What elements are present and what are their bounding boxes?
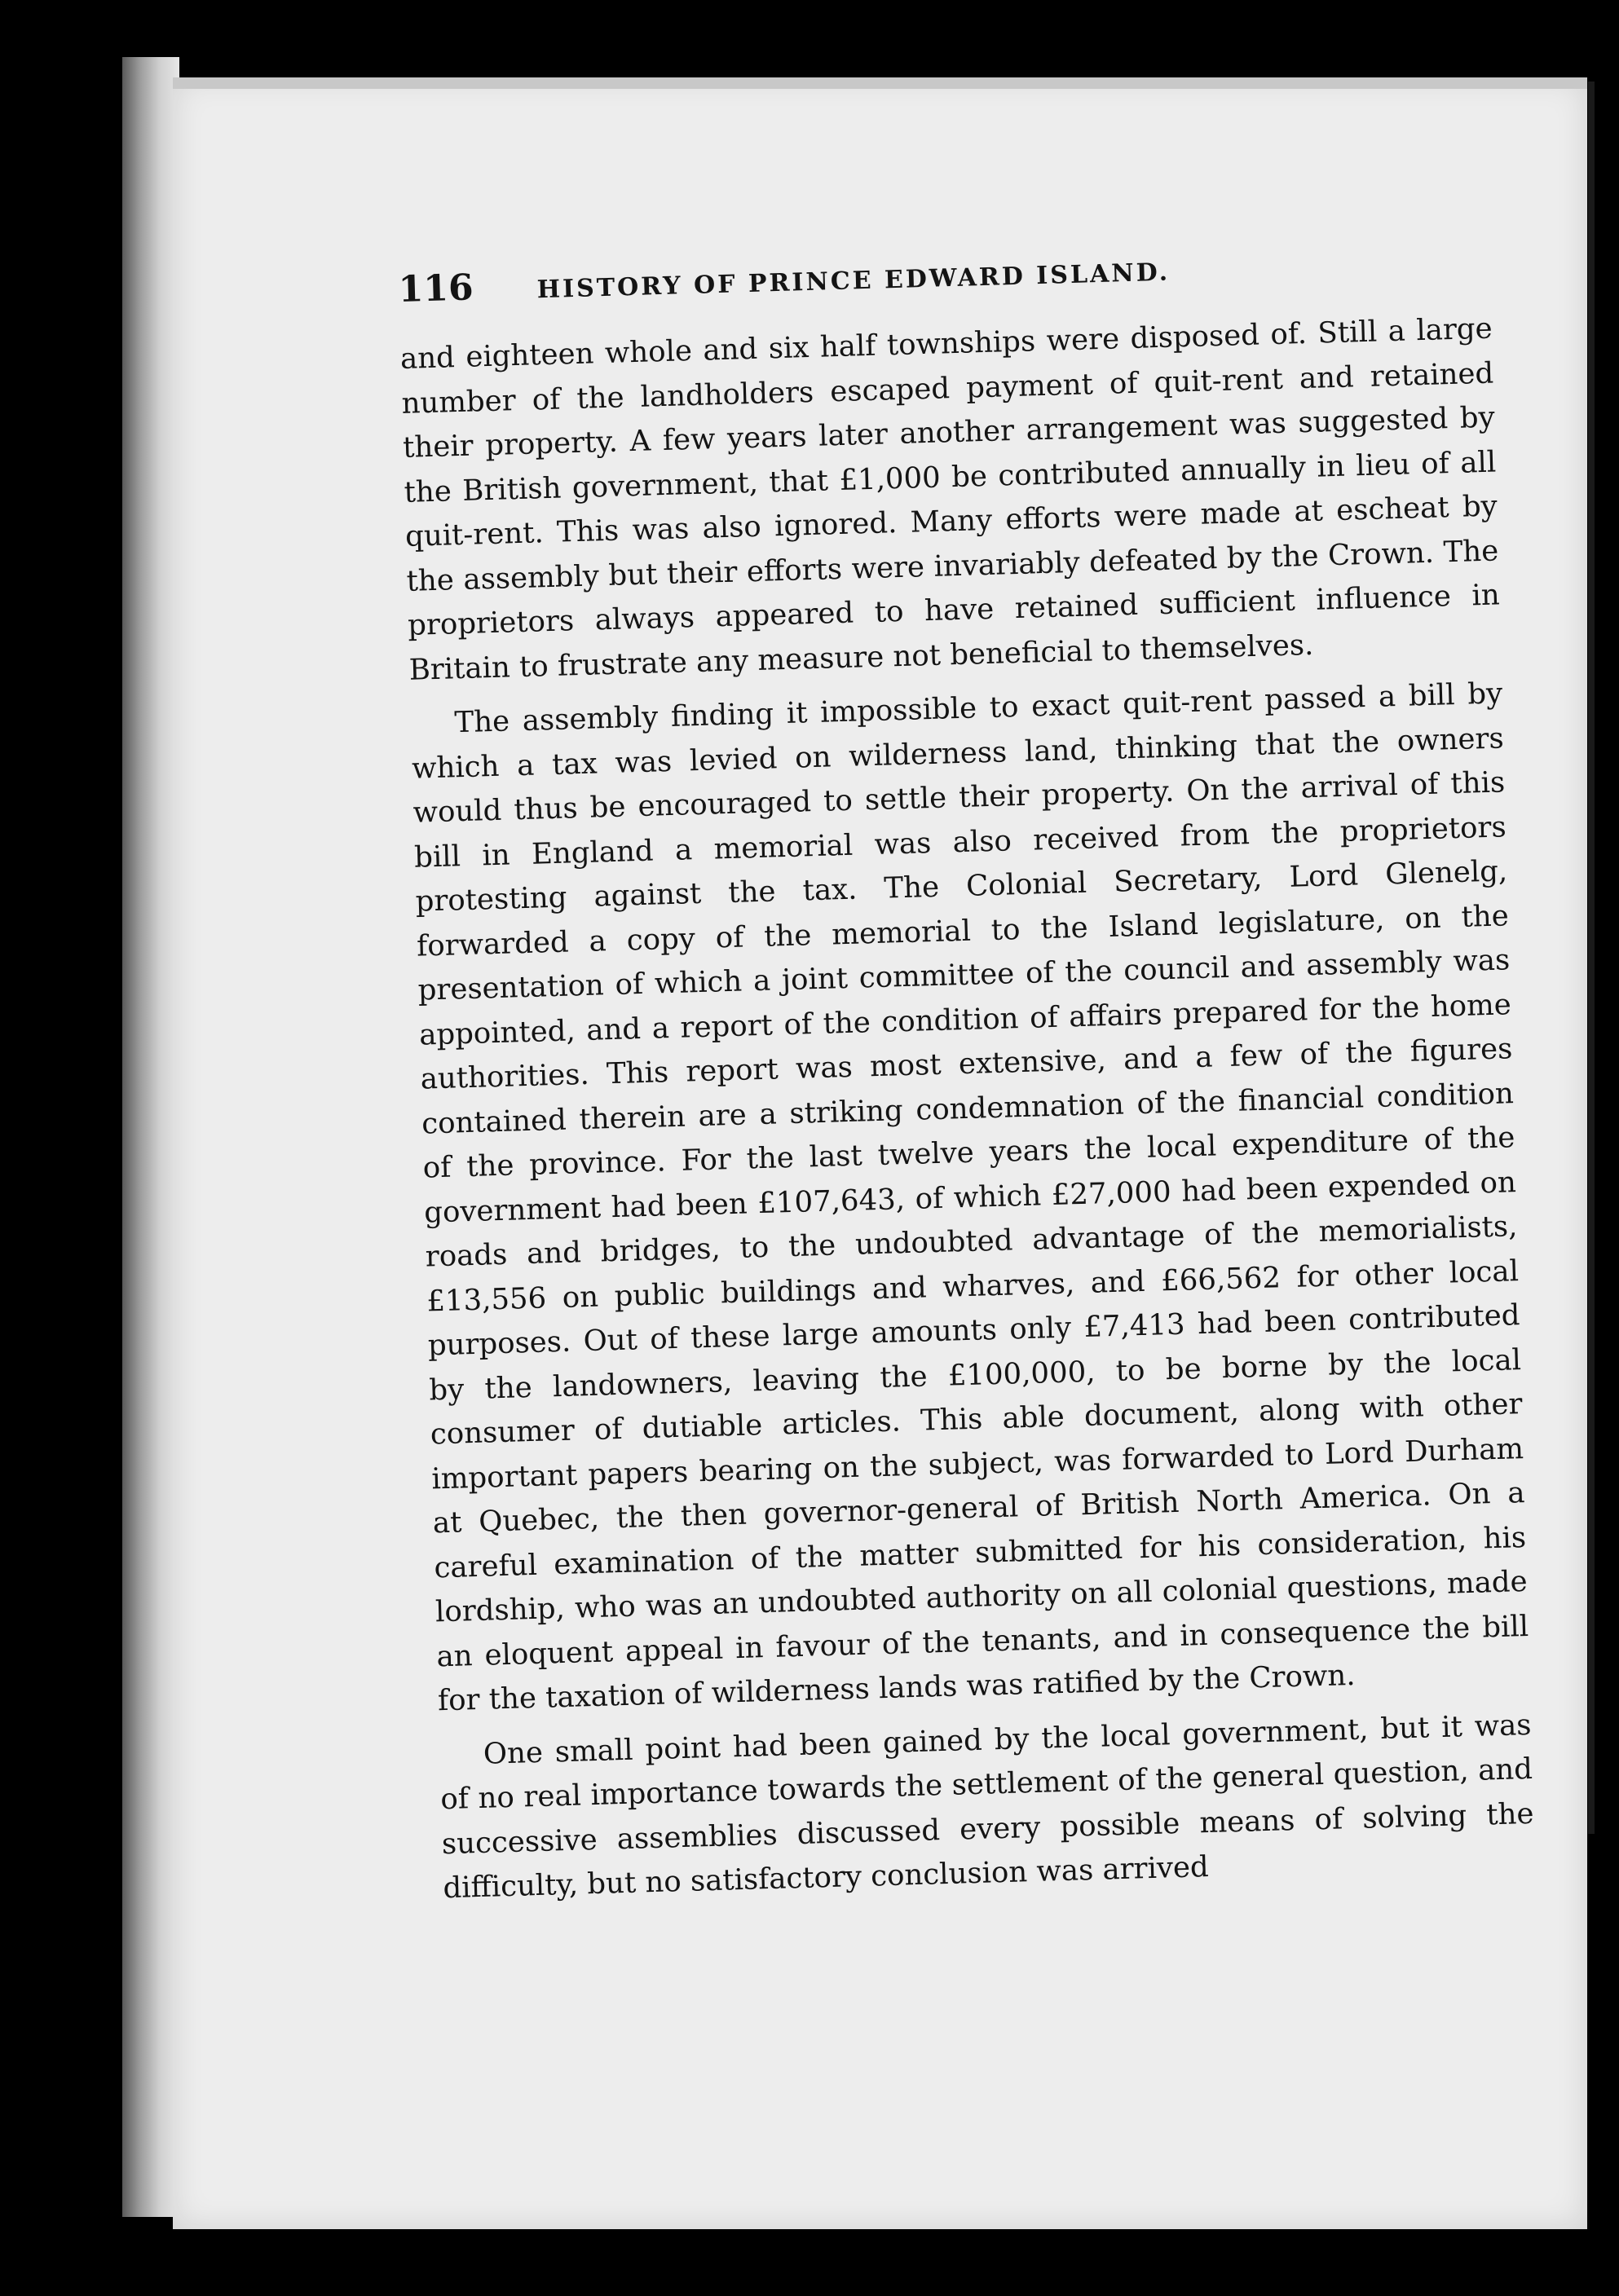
running-head: HISTORY OF PRINCE EDWARD ISLAND. (536, 258, 1171, 305)
page-top-edge (173, 77, 1587, 89)
paragraph-local-government: One small point had been gained by the local government, but it was of no real importance towards the settlement of the general question, and successive assemblies discussed every possible means of solving the difficulty, but no satisfactory conclusion was arrived (439, 1708, 1535, 1906)
paragraph-continuation: and eighteen whole and six half townships were disposed of. Still a large number of the landholders escaped payment of quit-rent and retained their property. A few years later another arrangement was suggested by the British government, that £1,000 be contributed annually in lieu of all quit-rent. This was also ignored. Many efforts were made at escheat by the assembly but their efforts were invariably defeated by the Crown. The proprietors always appeared to have retained sufficient influence in Britain to frustrate any measure not beneficial to themselves. (399, 311, 1501, 687)
right-page-border (1588, 82, 1595, 1834)
page-number: 116 (398, 267, 474, 311)
paragraph-assembly-tax-bill: The assembly finding it impossible to exact quit-rent passed a bill by which a tax was levied on wilderness land, thinking that the owners would thus be encouraged to settle their property. On the arrival of this bill in England a memorial was also received from the proprietors protesting against the tax. The Colonial Secretary, Lord Glenelg, forwarded a copy of the memorial to the Island legislature, on the presentation of which a joint committee of the council and assembly was appointed, and a report of the condition of affairs prepared for the home authorities. This report was most extensive, and a few of the figures contained therein are a striking condemnation of the financial condition of the province. For the last twelve years the local expenditure of the government had been £107,643, of which £27,000 had been expended on roads and bridges, to the undoubted advantage of the memorialists, £13,556 on public buildings and wharves, and £66,562 for other local purposes. Out of these large amounts only £7,413 had been contributed by the landowners, leaving the £100,000, to be borne by the local consumer of dutiable articles. This able document, along with other important papers bearing on the subject, was forwarded to Lord Durham at Quebec, the then governor-general of British North America. On a careful examination of the matter submitted for his consideration, his lordship, who was an undoubted authority on all colonial questions, made an eloquent appeal in favour of the tenants, and in consequence the bill for the taxation of wilderness lands was ratified by the Crown. (411, 676, 1529, 1718)
page-text-block (398, 239, 1536, 1921)
book-binding-gutter (122, 57, 179, 2217)
